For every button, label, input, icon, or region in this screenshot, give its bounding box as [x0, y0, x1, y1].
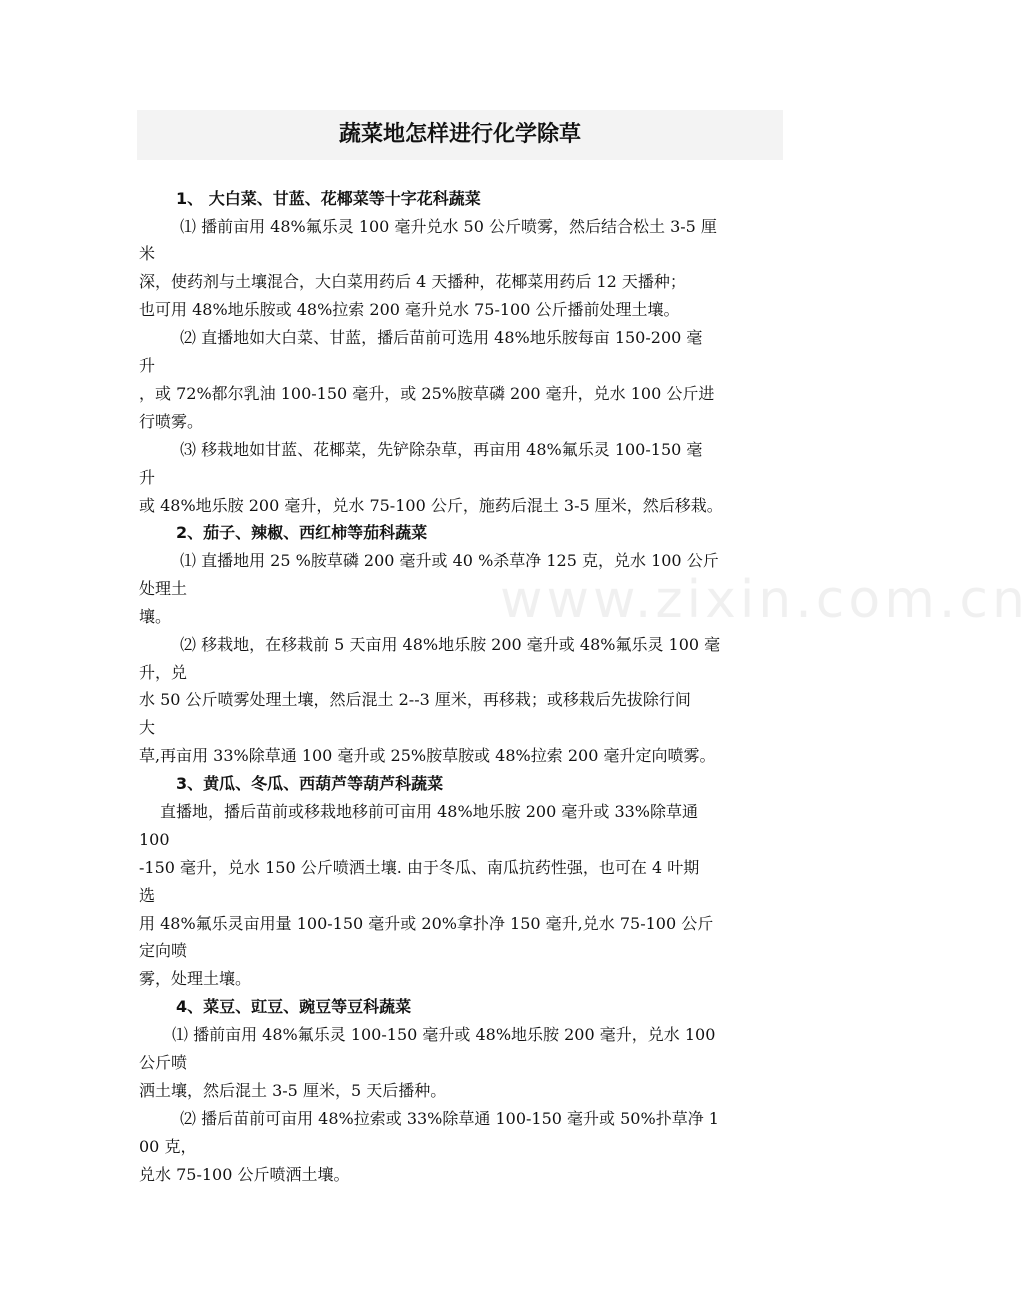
- text-line: 100: [139, 830, 170, 849]
- text-line: ⑴ 播前亩用 48%氟乐灵 100 毫升兑水 50 公斤喷雾，然后结合松土 3-5 厘: [180, 217, 717, 236]
- section-heading-1: 1、 大白菜、甘蓝、花椰菜等十字花科蔬菜: [176, 189, 481, 208]
- text-line: 雾，处理土壤。: [139, 969, 252, 988]
- text-line: 升: [139, 468, 156, 487]
- text-line: 升，兑: [139, 663, 188, 682]
- text-line: 大: [139, 718, 156, 737]
- text-line: 或 48%地乐胺 200 毫升，兑水 75-100 公斤，施药后混土 3-5 厘米，然后移栽。: [139, 496, 723, 515]
- text-line: 洒土壤，然后混土 3-5 厘米，5 天后播种。: [139, 1081, 447, 1100]
- section-heading-3: 3、黄瓜、冬瓜、西葫芦等葫芦科蔬菜: [176, 774, 444, 793]
- text-line: 也可用 48%地乐胺或 48%拉索 200 毫升兑水 75-100 公斤播前处理土壤。: [139, 300, 680, 319]
- text-line: 深，使药剂与土壤混合，大白菜用药后 4 天播种，花椰菜用药后 12 天播种；: [139, 272, 686, 291]
- text-line: -150 毫升，兑水 150 公斤喷洒土壤. 由于冬瓜、南瓜抗药性强，也可在 4 叶期: [139, 858, 700, 877]
- text-line: 壤。: [139, 607, 172, 626]
- section-heading-2: 2、茄子、辣椒、西红柿等茄科蔬菜: [176, 523, 428, 542]
- text-line: 00 克，: [139, 1137, 197, 1156]
- page-title: 蔬菜地怎样进行化学除草: [338, 122, 581, 147]
- text-line: 选: [139, 886, 156, 905]
- text-line: ⑶ 移栽地如甘蓝、花椰菜，先铲除杂草，再亩用 48%氟乐灵 100-150 毫: [180, 440, 703, 459]
- text-line: 兑水 75-100 公斤喷洒土壤。: [139, 1165, 350, 1184]
- text-line: 米: [139, 244, 156, 263]
- text-line: ⑵ 移栽地，在移栽前 5 天亩用 48%地乐胺 200 毫升或 48%氟乐灵 100 毫: [180, 635, 721, 654]
- text-line: 公斤喷: [139, 1053, 188, 1072]
- section-heading-4: 4、菜豆、豇豆、豌豆等豆科蔬菜: [176, 997, 412, 1016]
- text-line: ⑴ 播前亩用 48%氟乐灵 100-150 毫升或 48%地乐胺 200 毫升，兑水 100: [172, 1025, 716, 1044]
- text-line: 直播地，播后苗前或移栽地移前可亩用 48%地乐胺 200 毫升或 33%除草通: [160, 802, 699, 821]
- text-line: ，或 72%都尔乳油 100-150 毫升，或 25%胺草磷 200 毫升，兑水 100 公斤进: [139, 384, 715, 403]
- text-line: ⑵ 直播地如大白菜、甘蓝，播后苗前可选用 48%地乐胺每亩 150-200 毫: [180, 328, 703, 347]
- text-line: ⑴ 直播地用 25 %胺草磷 200 毫升或 40 %杀草净 125 克，兑水 100 公斤: [180, 551, 719, 570]
- text-line: 草,再亩用 33%除草通 100 毫升或 25%胺草胺或 48%拉索 200 毫升定向喷雾。: [139, 746, 716, 765]
- text-line: 处理土: [139, 579, 188, 598]
- text-line: 定向喷: [139, 941, 188, 960]
- watermark-text: www.zixin.com.cn: [500, 570, 1029, 630]
- text-line: 水 50 公斤喷雾处理土壤，然后混土 2--3 厘米，再移栽；或移栽后先拔除行间: [139, 690, 691, 709]
- text-line: 行喷雾。: [139, 412, 204, 431]
- text-line: 升: [139, 356, 156, 375]
- text-line: ⑵ 播后苗前可亩用 48%拉索或 33%除草通 100-150 毫升或 50%扑草净 1: [180, 1109, 719, 1128]
- text-line: 用 48%氟乐灵亩用量 100-150 毫升或 20%拿扑净 150 毫升,兑水 75-100 公斤: [139, 914, 714, 933]
